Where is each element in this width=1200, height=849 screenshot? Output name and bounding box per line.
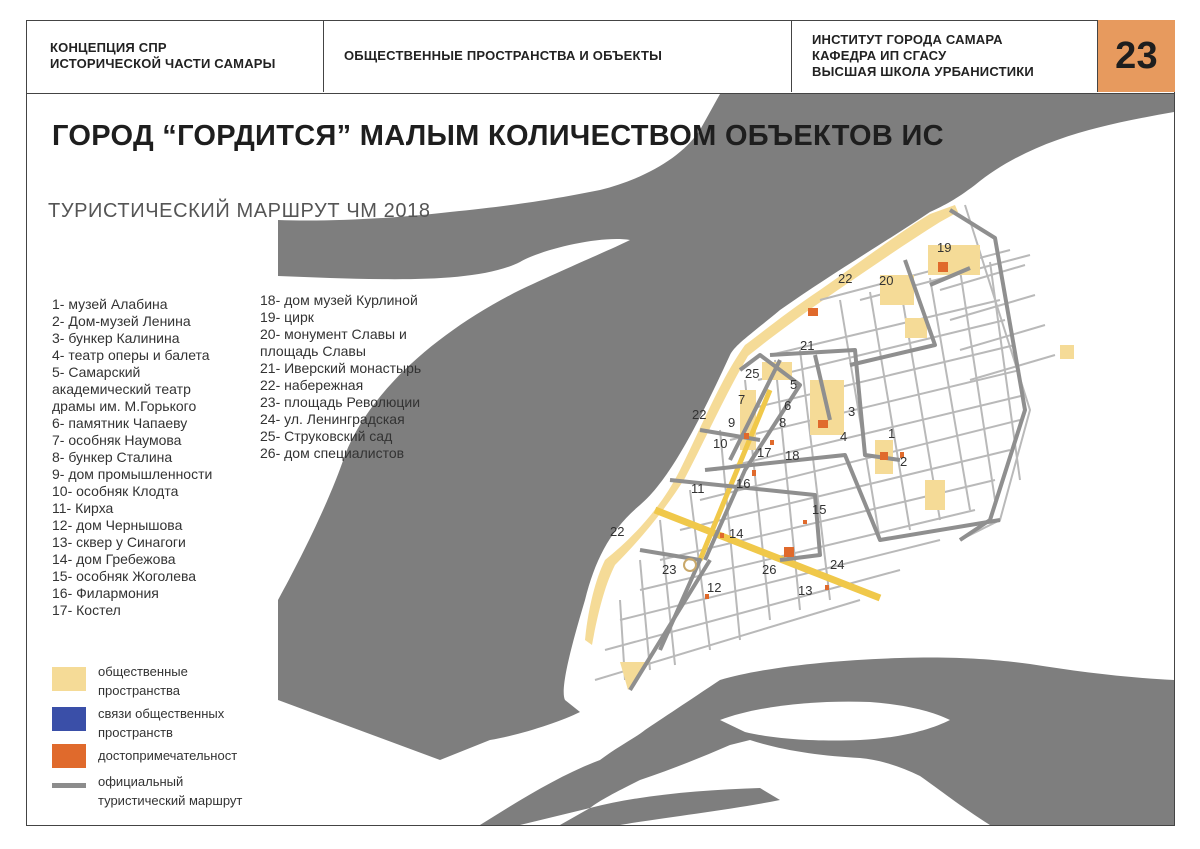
legend-item: академический театр xyxy=(52,381,191,397)
legend-item: 24- ул. Ленинградская xyxy=(260,411,405,427)
map-label-6: 6 xyxy=(784,398,792,413)
map-label-13: 13 xyxy=(798,583,813,598)
legend-list-right xyxy=(260,292,480,462)
connection-swatch xyxy=(52,707,86,731)
map-label-14: 14 xyxy=(729,526,744,541)
map-label-16: 16 xyxy=(736,476,751,491)
key-label-line: общественные xyxy=(98,664,188,679)
route-swatch xyxy=(52,783,86,788)
header-section-title: ОБЩЕСТВЕННЫЕ ПРОСТРАНСТВА И ОБЪЕКТЫ xyxy=(344,48,663,63)
legend-item: 5- Самарский xyxy=(52,364,141,380)
map-label-20: 20 xyxy=(879,273,894,288)
legend-item: 10- особняк Клодта xyxy=(52,483,179,499)
map-label-11: 11 xyxy=(691,481,705,496)
key-label-line: пространства xyxy=(98,683,181,698)
header xyxy=(26,20,1175,94)
map-label-17: 17 xyxy=(757,445,772,460)
legend-item: 6- памятник Чапаеву xyxy=(52,415,188,431)
legend-item: площадь Славы xyxy=(260,343,366,359)
header-concept xyxy=(26,20,324,92)
key-label-line: связи общественных xyxy=(98,706,225,721)
map-label-22: 22 xyxy=(610,524,625,539)
map-label-7: 7 xyxy=(738,392,746,407)
key-label-line: туристический маршрут xyxy=(98,793,243,808)
legend-item: 11- Кирха xyxy=(52,500,114,516)
key-label-line: официальный xyxy=(98,774,184,789)
legend-item: 15- особняк Жоголева xyxy=(52,568,197,584)
legend-list-left xyxy=(52,296,262,619)
map-label-5: 5 xyxy=(790,377,798,392)
legend-item: 14- дом Гребежова xyxy=(52,551,176,567)
revolution-square-marker xyxy=(684,559,696,571)
header-institute-line: ИНСТИТУТ ГОРОДА САМАРА xyxy=(812,32,1003,47)
legend-item: 9- дом промышленности xyxy=(52,466,213,482)
map-label-21: 21 xyxy=(800,338,815,353)
map-label-2: 2 xyxy=(900,454,908,469)
map-label-22: 22 xyxy=(692,407,707,422)
map-label-24: 24 xyxy=(830,557,845,572)
legend-item: 12- дом Чернышова xyxy=(52,517,183,533)
map-label-22: 22 xyxy=(838,271,853,286)
river-samara xyxy=(480,657,1174,825)
map-label-3: 3 xyxy=(848,404,856,419)
legend-item: 26- дом специалистов xyxy=(260,445,405,461)
map-label-25: 25 xyxy=(745,366,760,381)
legend-item: драмы им. М.Горького xyxy=(52,398,197,414)
legend-item: 16- Филармония xyxy=(52,585,159,601)
page-number: 23 xyxy=(1098,20,1175,92)
map-label-12: 12 xyxy=(707,580,722,595)
legend-item: 22- набережная xyxy=(260,377,364,393)
page-title: ГОРОД “ГОРДИТСЯ” МАЛЫМ КОЛИЧЕСТВОМ ОБЪЕКТОВ ИС xyxy=(52,120,944,152)
header-concept-line: ИСТОРИЧЕСКОЙ ЧАСТИ САМАРЫ xyxy=(50,56,276,71)
map-label-8: 8 xyxy=(779,415,787,430)
legend-item: 3- бункер Калинина xyxy=(52,330,180,346)
map-label-4: 4 xyxy=(840,429,848,444)
legend-item: 21- Иверский монастырь xyxy=(260,360,422,376)
header-institute-line: ВЫСШАЯ ШКОЛА УРБАНИСТИКИ xyxy=(812,64,1034,79)
map-label-9: 9 xyxy=(728,415,736,430)
map-label-19: 19 xyxy=(937,240,952,255)
map-label-26: 26 xyxy=(762,562,777,577)
landmark-swatch xyxy=(52,744,86,768)
route-subtitle: ТУРИСТИЧЕСКИЙ МАРШРУТ ЧМ 2018 xyxy=(48,200,431,222)
legend-item: 23- площадь Революции xyxy=(260,394,421,410)
public-space-swatch xyxy=(52,667,86,691)
legend-item: 1- музей Алабина xyxy=(52,296,168,312)
legend-item: 18- дом музей Курлиной xyxy=(260,292,418,308)
legend-item: 17- Костел xyxy=(52,602,121,618)
legend-item: 4- театр оперы и балета xyxy=(52,347,210,363)
header-institute xyxy=(792,20,1098,92)
header-concept-line: КОНЦЕПЦИЯ СПР xyxy=(50,40,167,55)
legend-item: 2- Дом-музей Ленина xyxy=(52,313,191,329)
map-label-18: 18 xyxy=(785,448,800,463)
map-label-15: 15 xyxy=(812,502,827,517)
legend-item: 25- Струковский сад xyxy=(260,428,393,444)
header-institute-line: КАФЕДРА ИП СГАСУ xyxy=(812,48,947,63)
legend-item: 20- монумент Славы и xyxy=(260,326,407,342)
legend-item: 8- бункер Сталина xyxy=(52,449,173,465)
legend-item: 13- сквер у Синагоги xyxy=(52,534,186,550)
map-label-23: 23 xyxy=(662,562,677,577)
key-label-line: достопримечательност xyxy=(98,748,238,763)
map-label-1: 1 xyxy=(888,426,896,441)
header-section xyxy=(324,20,792,92)
legend-item: 7- особняк Наумова xyxy=(52,432,182,448)
key-label-line: пространств xyxy=(98,725,173,740)
map-label-10: 10 xyxy=(713,436,728,451)
legend-item: 19- цирк xyxy=(260,309,314,325)
